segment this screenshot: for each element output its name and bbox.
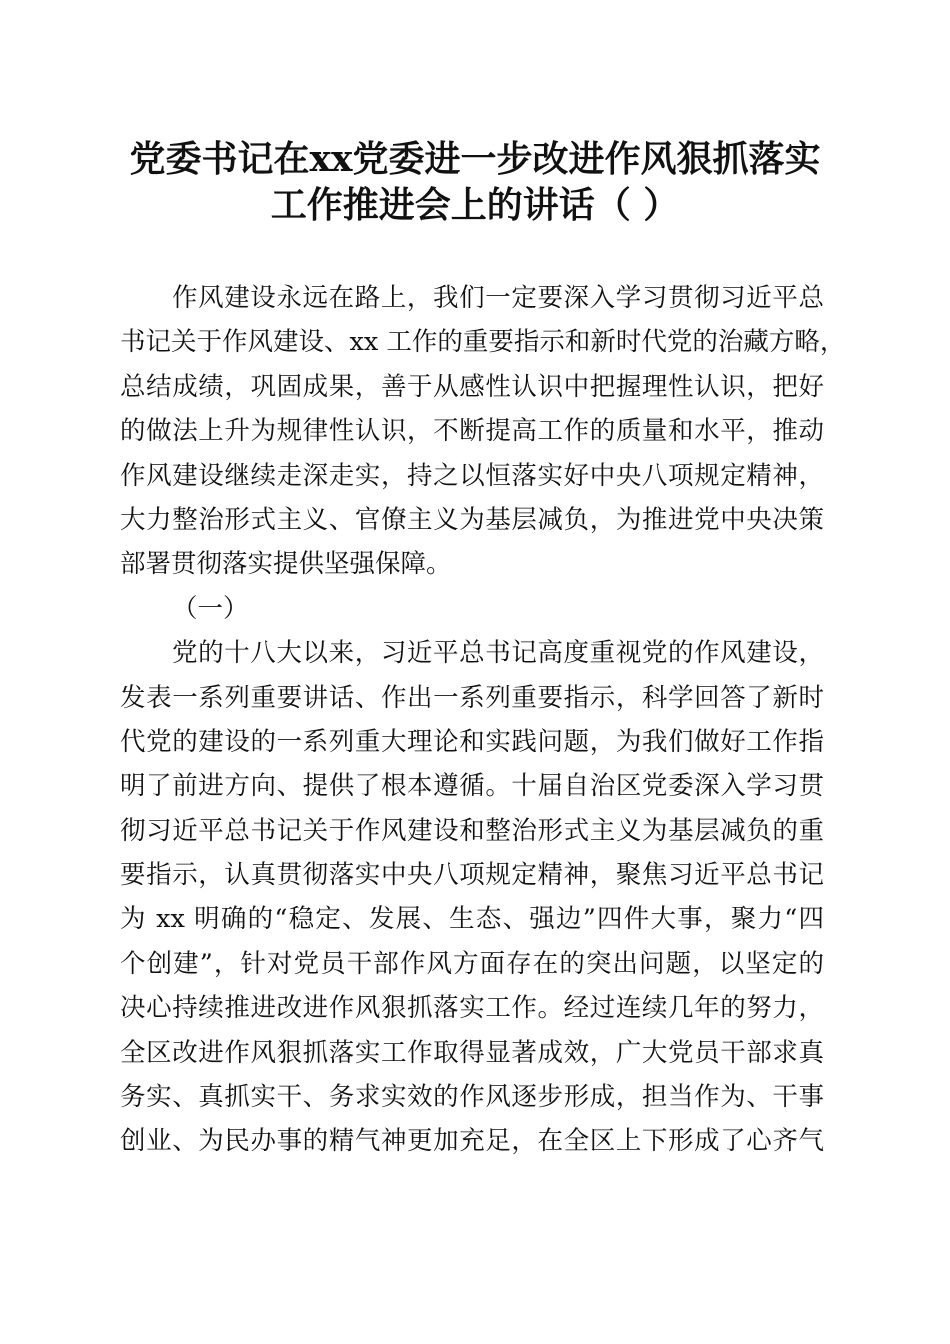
paragraph-2-line: 全区改进作风狠抓落实工作取得显著成效，广大党员干部求真: [120, 1037, 824, 1068]
paragraph-1-line: 作风建设继续走深走实，持之以恒落实好中央八项规定精神，: [120, 460, 824, 491]
paragraph-1-line: 总结成绩，巩固成果，善于从感性认识中把握理性认识，把好: [120, 371, 824, 402]
paragraph-2-line: 为 xx 明确的“稳定、发展、生态、强边”四件大事，聚力“四: [120, 904, 824, 935]
paragraph-2-line: 个创建”，针对党员干部作风方面存在的突出问题，以坚定的: [120, 948, 824, 979]
paragraph-2-line: 务实、真抓实干、务求实效的作风逐步形成，担当作为、干事: [120, 1082, 824, 1113]
document-title-line-2: 工作推进会上的讲话（ ）: [270, 184, 680, 226]
section-heading: （一）: [172, 593, 249, 624]
paragraph-1-line: 作风建设永远在路上，我们一定要深入学习贯彻习近平总: [172, 283, 824, 313]
paragraph-1-line: 书记关于作风建设、xx 工作的重要指示和新时代党的治藏方略，: [120, 327, 846, 358]
paragraph-1-line: 的做法上升为规律性认识，不断提高工作的质量和水平，推动: [120, 416, 824, 447]
paragraph-2-line: 要指示，认真贯彻落实中央八项规定精神，聚焦习近平总书记: [120, 860, 824, 891]
paragraph-2-line: 代党的建设的一系列重大理论和实践问题，为我们做好工作指: [120, 726, 824, 757]
paragraph-2-line: 决心持续推进改进作风狠抓落实工作。经过连续几年的努力，: [120, 993, 824, 1024]
paragraph-2-line: 发表一系列重要讲话、作出一系列重要指示，科学回答了新时: [120, 682, 824, 713]
paragraph-2-line: 创业、为民办事的精气神更加充足，在全区上下形成了心齐气: [120, 1126, 824, 1157]
paragraph-1-line: 大力整治形式主义、官僚主义为基层减负，为推进党中央决策: [120, 504, 824, 535]
paragraph-2-line: 彻习近平总书记关于作风建设和整治形式主义为基层减负的重: [120, 815, 824, 846]
paragraph-2-line: 明了前进方向、提供了根本遵循。十届自治区党委深入学习贯: [120, 771, 824, 802]
document-body: [120, 276, 846, 1164]
paragraph-2-line: 党的十八大以来，习近平总书记高度重视党的作风建设，: [172, 638, 824, 669]
document-title-line-1: 党委书记在xx党委进一步改进作风狠抓落实: [129, 138, 821, 180]
paragraph-1-line: 部署贯彻落实提供坚强保障。: [120, 549, 452, 580]
